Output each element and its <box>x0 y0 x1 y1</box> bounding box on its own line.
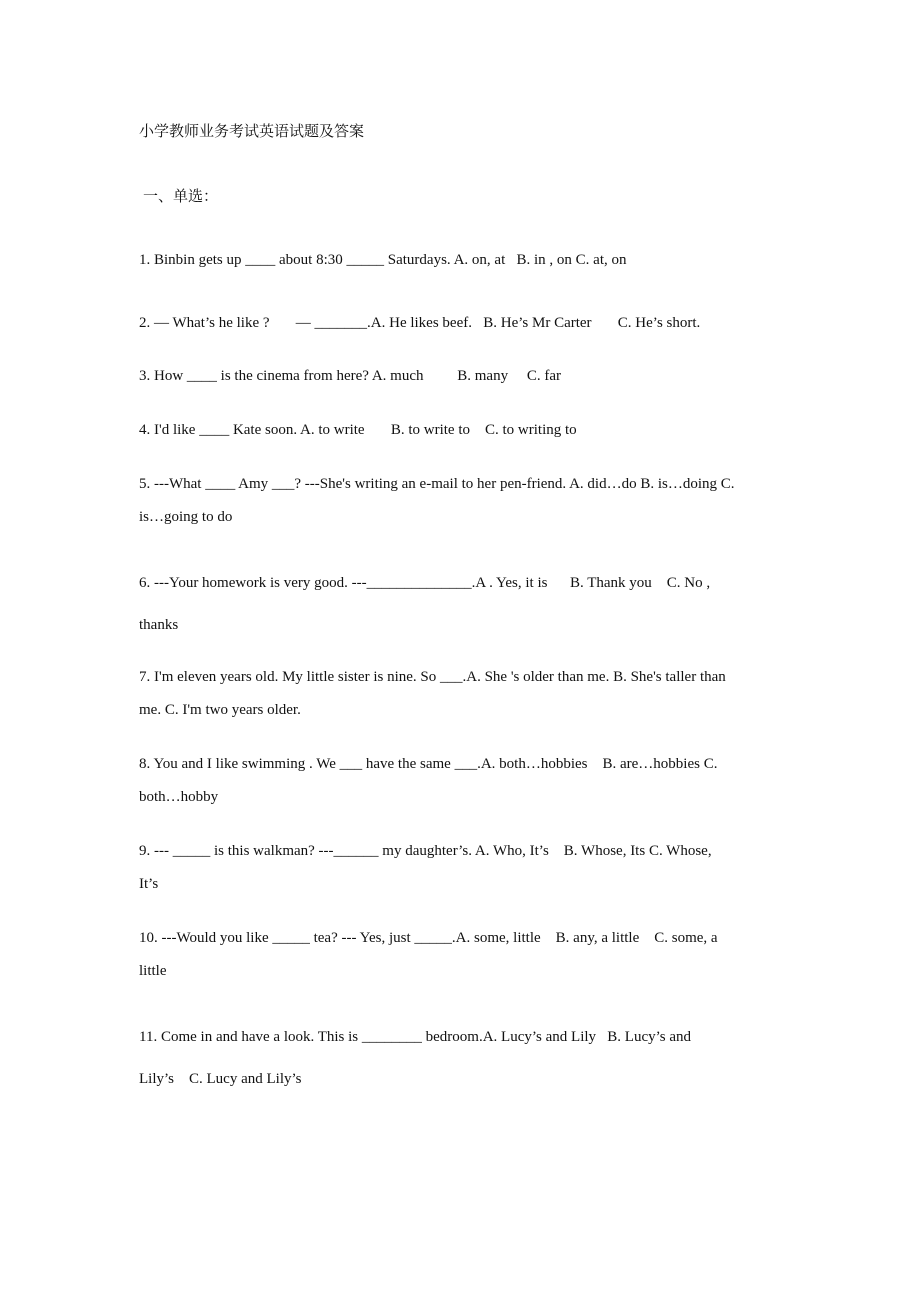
question-2-line-1: 2. — What’s he like ? — _______.A. He likes beef. B. He’s Mr Carter C. He’s short. <box>139 315 701 331</box>
section-heading: 一、单选： <box>143 189 219 205</box>
question-5-line-2: is…going to do <box>139 509 233 525</box>
question-11-line-1: 11. Come in and have a look. This is ________ bedroom.A. Lucy’s and Lily B. Lucy’s and <box>139 1029 692 1045</box>
question-5-line-1: 5. ---What ____ Amy ___? ---She's writing an e-mail to her pen-friend. A. did…do B. is…doing C. <box>139 476 735 492</box>
question-10-line-2: little <box>139 963 167 979</box>
question-7-line-1: 7. I'm eleven years old. My little sister is nine. So ___.A. She 's older than me. B. She's taller than <box>139 669 726 685</box>
question-4-line-1: 4. I'd like ____ Kate soon. A. to write B. to write to C. to writing to <box>139 422 577 438</box>
question-9-line-1: 9. --- _____ is this walkman? ---______ my daughter’s. A. Who, It’s B. Whose, Its C. Whose, <box>139 843 712 859</box>
question-6-line-1: 6. ---Your homework is very good. ---______________.A . Yes, it is B. Thank you C. No , <box>139 575 711 591</box>
question-7-line-2: me. C. I'm two years older. <box>139 702 301 718</box>
question-6-line-2: thanks <box>139 617 179 633</box>
question-9-line-2: It’s <box>139 876 159 892</box>
question-10-line-1: 10. ---Would you like _____ tea? --- Yes, just _____.A. some, little B. any, a little C. some, a <box>139 930 718 946</box>
question-8-line-1: 8. You and I like swimming . We ___ have the same ___.A. both…hobbies B. are…hobbies C. <box>139 756 718 772</box>
question-8-line-2: both…hobby <box>139 789 219 805</box>
question-3-line-1: 3. How ____ is the cinema from here? A. much B. many C. far <box>139 368 561 384</box>
document-title: 小学教师业务考试英语试题及答案 <box>139 124 365 140</box>
question-1-line-1: 1. Binbin gets up ____ about 8:30 _____ Saturdays. A. on, at B. in , on C. at, on <box>139 252 627 268</box>
question-11-line-2: Lily’s C. Lucy and Lily’s <box>139 1071 302 1087</box>
